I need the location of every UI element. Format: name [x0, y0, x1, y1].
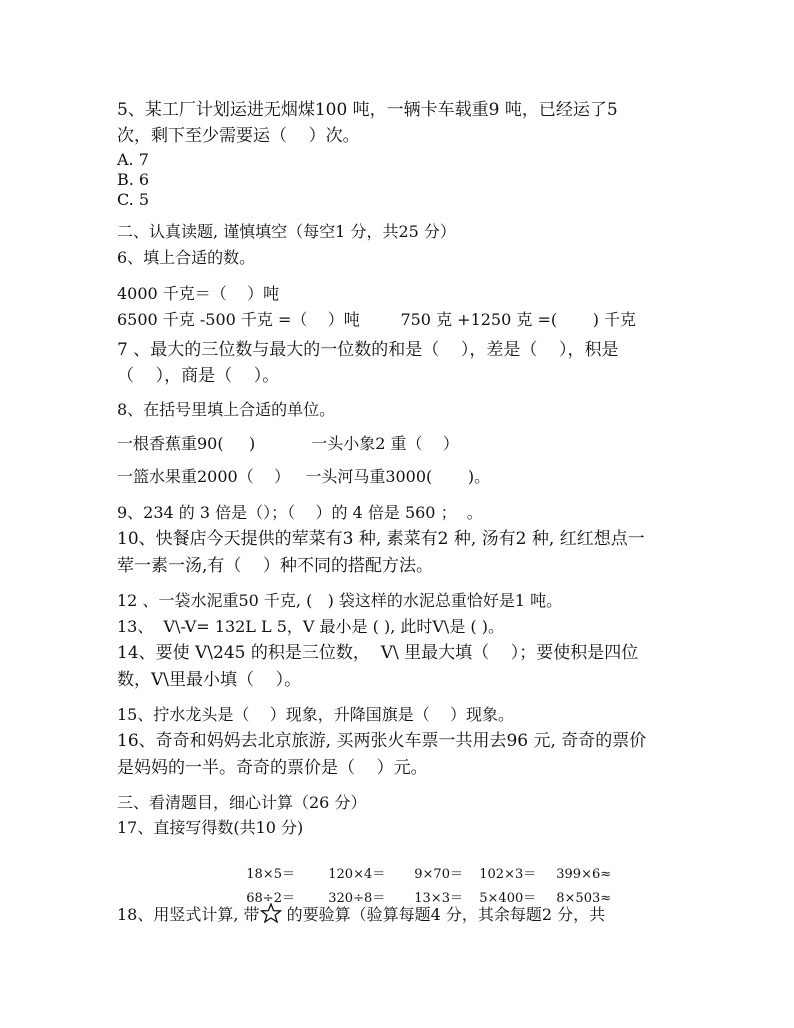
q8-line1: 一根香蕉重90( ) 一头小象2 重（ ） [117, 434, 459, 453]
calc-item: 68÷2＝ [246, 891, 295, 906]
q17-row2 [238, 872, 611, 906]
q5-line2: 次，剩下至少需要运（ ）次。 [117, 126, 360, 146]
calc-item: 8×503≈ [556, 891, 612, 906]
q14-line2: 数，V\里最小填（ ）。 [117, 670, 302, 690]
calc-item: 18×5＝ [246, 867, 295, 882]
q6-title: 6、填上合适的数。 [117, 248, 256, 267]
q12-line1: 12 、一袋水泥重50 千克, ( ) 袋这样的水泥总重恰好是1 吨。 [117, 591, 563, 610]
q18-line1 [117, 903, 605, 928]
section2-title: 二、认真读题, 谨慎填空（每空1 分，共25 分） [117, 222, 456, 241]
q7-line1: 7 、最大的三位数与最大的一位数的和是（ ），差是（ ），积是 [117, 340, 619, 360]
q5-option-a: A. 7 [117, 150, 149, 169]
q6-line1: 4000 千克＝（ ）吨 [117, 284, 280, 303]
q5-option-b: B. 6 [117, 170, 150, 189]
q13-line1: 13、 V\-V= 132L L 5，V 最小是 ( ), 此时V\是 ( )。 [117, 617, 504, 636]
calc-item: 13×3＝ [414, 891, 463, 906]
calc-item: 102×3＝ [479, 867, 537, 882]
star-icon [260, 903, 282, 928]
q6-line2: 6500 千克 -500 千克 =（ ）吨 750 克 +1250 克 =( ) 千克 [117, 310, 637, 329]
calc-item: 320÷8＝ [328, 891, 386, 906]
q10-line1: 10、快餐店今天提供的荤菜有3 种, 素菜有2 种, 汤有2 种, 红红想点一 [117, 529, 645, 549]
calc-item: 399×6≈ [556, 867, 612, 882]
calc-item: 9×70＝ [414, 867, 463, 882]
q18-text-after: 的要验算（验算每题4 分，其余每题2 分，共 [281, 905, 606, 924]
section3-title: 三、看清题目，细心计算（26 分） [117, 793, 367, 812]
q17-title: 17、直接写得数(共10 分) [117, 818, 304, 837]
q15-line1: 15、拧水龙头是（ ）现象，升降国旗是（ ）现象。 [117, 705, 515, 724]
calc-item: 5×400＝ [479, 891, 537, 906]
q7-line2: （ ），商是（ ）。 [117, 366, 280, 386]
q5-option-c: C. 5 [117, 190, 150, 209]
q8-title: 8、在括号里填上合适的单位。 [117, 400, 336, 419]
q16-line1: 16、奇奇和妈妈去北京旅游, 买两张火车票一共用去96 元, 奇奇的票价 [117, 731, 647, 751]
q10-line2: 荤一素一汤,有（ ）种不同的搭配方法。 [117, 556, 434, 576]
q16-line2: 是妈妈的一半。奇奇的票价是（ ）元。 [117, 758, 428, 778]
q8-line2: 一篮水果重2000（ ） 一头河马重3000( )。 [117, 467, 491, 486]
q5-line1: 5、某工厂计划运进无烟煤100 吨，一辆卡车载重9 吨，已经运了5 [117, 100, 618, 120]
q9-line1: 9、234 的 3 倍是（）；（ ）的 4 倍是 560 ； 。 [117, 503, 483, 522]
calc-item: 120×4＝ [328, 867, 386, 882]
q18-text-before: 18、用竖式计算, 带 [117, 905, 260, 924]
q14-line1: 14、要使 V\245 的积是三位数， V\ 里最大填（ ）；要使积是四位 [117, 643, 639, 663]
